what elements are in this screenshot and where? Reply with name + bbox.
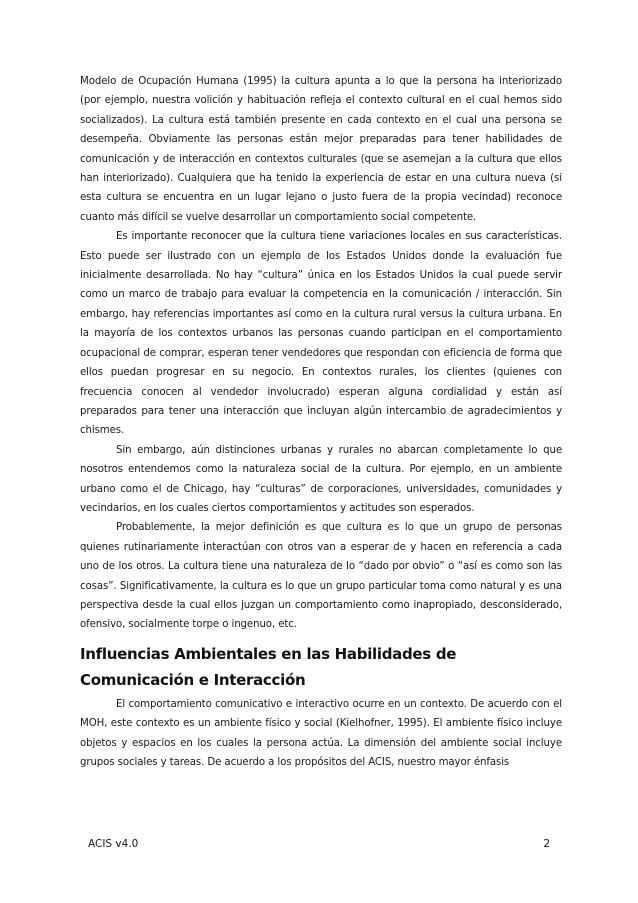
section-paragraph: El comportamiento comunicativo e interactivo ocurre en un contexto. De acuerdo con el MOH, este contexto es un ambiente físico y social (Kielhofner, 1995). El ambiente físico incluye objetos y espacios en los cuales la persona actúa. La dimensión del ambiente social incluye grupos sociales y tareas. De acuerdo a los propósitos del ACIS, nuestro mayor énfasis (80, 698, 562, 768)
section-heading: Influencias Ambientales en las Habilidades de Comunicación e Interacción (80, 644, 457, 689)
paragraph-4: Probablemente, la mejor definición es que cultura es lo que un grupo de personas quienes rutinariamente interactúan con otros van a esperar de y hacen en referencia a cada uno de los otros. La cultura tiene una naturaleza de lo “dado por obvio” o “así es como son las cosas”. Significativamente, la cultura es lo que un grupo particular toma como natural y es una perspectiva desde la cual ellos juzgan un comportamiento como inapropiado, desconsiderado, ofensivo, socialmente torpe o ingenuo, etc. (80, 522, 562, 631)
paragraph-3: Sin embargo, aún distinciones urbanas y rurales no abarcan completamente lo que nosotros entendemos como la naturaleza social de la cultura. Por ejemplo, en un ambiente urbano como el de Chicago, hay “culturas” de corporaciones, universidades, comunidades y vecindarios, en los cuales ciertos comportamientos y actitudes son esperados. (80, 444, 562, 514)
footer-document-label: ACIS v4.0 (88, 838, 139, 850)
paragraph-2: Es importante reconocer que la cultura tiene variaciones locales en sus características. Esto puede ser ilustrado con un ejemplo de los Estados Unidos donde la evaluación fue inicialmente desarrollada. No hay “cultura” única en los Estados Unidos la cual puede servir como un marco de trabajo para evaluar la competencia en la comunicación / interacción. Sin embargo, hay referencias importantes así como en la cultura rural versus la cultura urbana. En la mayoría de los contextos urbanos las personas cuando participan en el comportamiento ocupacional de comprar, esperan tener vendedores que respondan con eficiencia de forma que ellos puedan progresar en su negocio. En contextos rurales, los clientes (quienes con frecuencia conocen al vendedor involucrado) esperan alguna cordialidad y están así preparados para tener una interacción que incluyan algún intercambio de agradecimientos y chismes. (80, 231, 562, 437)
footer-page-number: 2 (543, 838, 550, 850)
page-footer (88, 838, 550, 850)
paragraph-1: Modelo de Ocupación Humana (1995) la cultura apunta a lo que la persona ha interiorizado (por ejemplo, nuestra volición y habituación refleja el contexto cultural en el cual hemos sido socializados). La cultura está también presente en cada contexto en el cual una persona se desempeña. Obviamente las personas están mejor preparadas para tener habilidades de comunicación y de interacción en contextos culturales (que se asemejan a la cultura que ellos han interiorizado). Cualquiera que ha tenido la experiencia de estar en una cultura nueva (si esta cultura se encuentra en un lugar lejano o justo fuera de la propia vecindad) reconoce cuanto más difícil se vuelve desarrollar un comportamiento social competente. (80, 76, 562, 223)
page-body (80, 72, 562, 772)
